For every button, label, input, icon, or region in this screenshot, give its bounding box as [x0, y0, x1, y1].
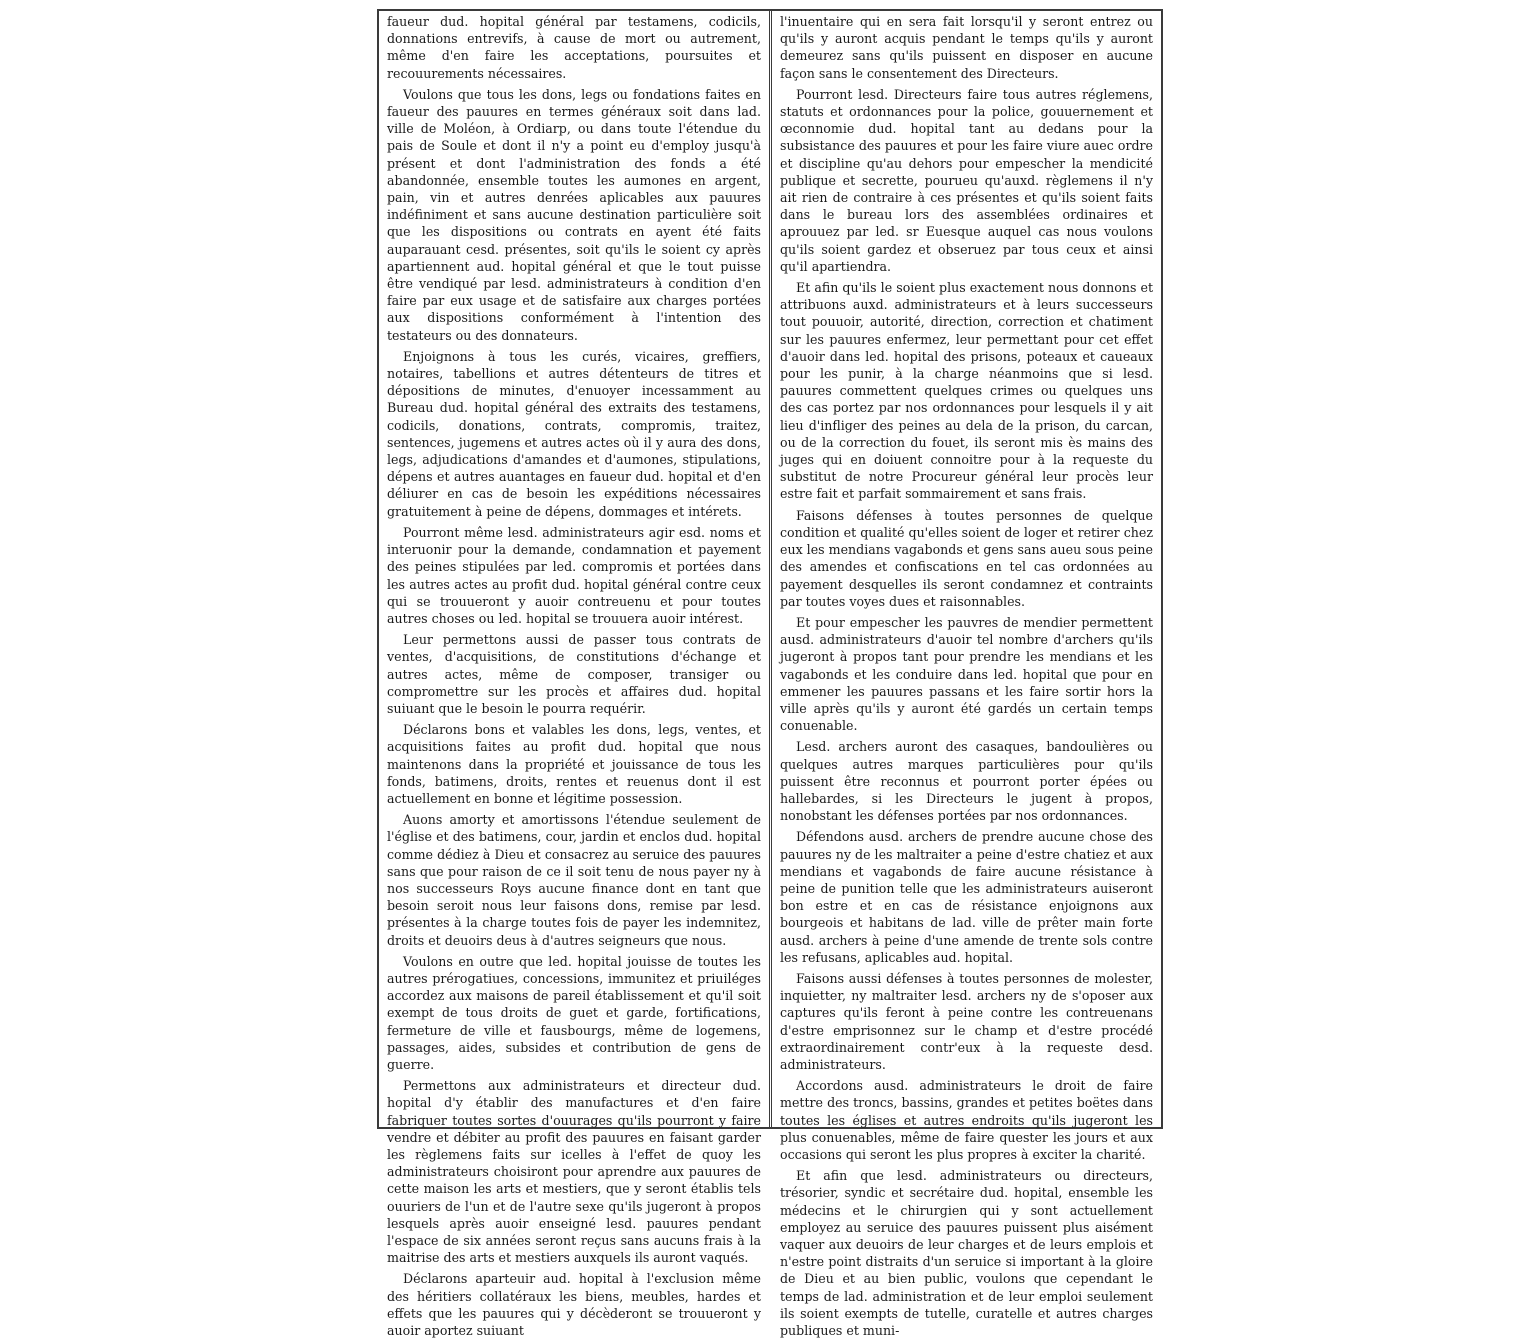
paragraph: Permettons aux administrateurs et directeur dud. hopital d'y établir des manufactures et d'en faire fabriquer toutes sortes d'ouurages qu'ils pourront y faire vendre et débiter au profit des pauures en faisant garder les règlemens faits sur icelles à l'effet de quoy les administrateurs choisiront pour aprendre aux pauures de cette maison les arts et mestiers, que y seront établis tels ouuriers de l'un et de l'autre sexe qu'ils jugeront à propos lesquels après auoir enseigné lesd. pauures pendant l'espace de six années seront reçus sans aucuns frais à la maitrise des arts et mestiers auxquels ils auront vaqués.	[387, 1078, 761, 1266]
paragraph: Et afin qu'ils le soient plus exactement nous donnons et attribuons auxd. administrateurs et à leurs successeurs tout pouuoir, autorité, direction, correction et chatiment sur les pauures enfermez, leur permettant pour cet effet d'auoir dans led. hopital des prisons, poteaux et caueaux pour les punir, à la charge néanmoins que si lesd. pauures commettent quelques crimes ou quelques uns des cas portez par nos ordonnances pour lesquels il y ait lieu d'infliger des peines au dela de la prison, du carcan, ou de la correction du fouet, ils seront mis ès mains des juges qui en doiuent connoitre pour à la requeste du substitut de notre Procureur général leur procès leur estre fait et parfait sommairement et sans frais.	[780, 280, 1153, 502]
paragraph: Défendons ausd. archers de prendre aucune chose des pauures ny de les maltraiter a peine d'estre chatiez et aux mendians et vagabonds de faire aucune résistance à peine de punition telle que les administrateurs auiseront bon estre et en cas de résistance enjoignons aux bourgeois et habitans de lad. ville de prêter main forte ausd. archers à peine d'une amende de trente sols contre les refusans, aplicables aud. hopital.	[780, 829, 1153, 965]
paragraph: Faisons défenses à toutes personnes de quelque condition et qualité qu'elles soient de loger et retirer chez eux les mendians vagabonds et gens sans aueu sous peine des amendes et confiscations en tel cas ordonnées au payement desquelles ils seront condamnez et contraints par toutes voyes dues et raisonnables.	[780, 507, 1153, 609]
paragraph: Accordons ausd. administrateurs le droit de faire mettre des troncs, bassins, grandes et petites boëtes dans toutes les églises et autres endroits qu'ils jugeront les plus conuenables, même de faire quester les jours et aux occasions qui seront les plus propres à exciter la charité.	[780, 1078, 1153, 1162]
document-page	[377, 9, 1163, 1339]
paragraph: Et afin que lesd. administrateurs ou directeurs, trésorier, syndic et secrétaire dud. hopital, ensemble les médecins et le chirurgien qui y sont actuellement employez au seruice des pauures puissent plus aisément vaquer aux deuoirs de leur charges et de leurs emplois et n'estre point distraits d'un seruice si important à la gloire de Dieu et au bien public, voulons que cependant le temps de lad. administration et de leur emploi seulement ils soient exempts de tutelle, curatelle et autres charges publiques et muni-	[780, 1168, 1153, 1339]
paragraph: Voulons en outre que led. hopital jouisse de toutes les autres prérogatiues, concessions, immunitez et priuiléges accordez aux maisons de pareil établissement et qu'il soit exempt de tous droits de guet et garde, fortifications, fermeture de ville et fausbourgs, même de logemens, passages, aides, subsides et contribution de gens de guerre.	[387, 953, 761, 1072]
paragraph: Pourront même lesd. administrateurs agir esd. noms et interuonir pour la demande, condamnation et payement des peines stipulées par led. compromis et portées dans les autres actes au profit dud. hopital général contre ceux qui se trouueront y auoir contreuenu et pour toutes autres choses ou led. hopital se trouuera auoir intérest.	[387, 524, 761, 626]
left-column	[379, 11, 770, 1339]
paragraph: faueur dud. hopital général par testamens, codicils, donnations entrevifs, à cause de mort ou autrement, même d'en faire les acceptations, poursuites et recouurements nécessaires.	[387, 14, 761, 81]
paragraph: l'inuentaire qui en sera fait lorsqu'il y seront entrez ou qu'ils y auront acquis pendant le temps qu'ils y auront demeurez sans qu'ils puissent en disposer en aucune façon sans le consentement des Directeurs.	[780, 14, 1153, 81]
paragraph: Enjoignons à tous les curés, vicaires, greffiers, notaires, tabellions et autres détenteurs de titres et dépositions de minutes, d'enuoyer incessamment au Bureau dud. hopital général des extraits des testamens, codicils, donations, contrats, compromis, traitez, sentences, jugemens et autres actes où il y aura des dons, legs, adjudications d'amandes et d'aumones, stipulations, dépens et autres auantages en faueur dud. hopital et d'en déliurer en cas de besoin les expéditions nécessaires gratuitement à peine de dépens, dommages et intérets.	[387, 348, 761, 519]
paragraph: Et pour empescher les pauvres de mendier permettent ausd. administrateurs d'auoir tel nombre d'archers qu'ils jugeront à propos tant pour prendre les mendians et les vagabonds et les conduire dans led. hopital que pour en emmener les pauures passans et les faire sortir hors la ville après qu'ils y auront été gardés un certain temps conuenable.	[780, 614, 1153, 734]
paragraph: Pourront lesd. Directeurs faire tous autres réglemens, statuts et ordonnances pour la police, gouuernement et œconnomie dud. hopital tant au dedans pour la subsistance des pauures et pour les faire viure auec ordre et discipline qu'au dehors pour empescher la mendicité publique et secrette, pourueu qu'auxd. règlemens il n'y ait rien de contraire à ces présentes et qu'ils soient faits dans le bureau lors des assemblées ordinaires et aprouuez par led. sr Euesque auquel cas nous voulons qu'ils soient gardez et obseruez par tous ceux et ainsi qu'il apartiendra.	[780, 86, 1153, 274]
right-column	[771, 11, 1161, 1339]
paragraph: Faisons aussi défenses à toutes personnes de molester, inquietter, ny maltraiter lesd. archers ny de s'oposer aux captures qu'ils feront à peine contre les contreuenans d'estre emprisonnez sur le champ et d'estre procédé extraordinairement contr'eux à la requeste desd. administrateurs.	[780, 970, 1153, 1072]
paragraph: Déclarons aparteuir aud. hopital à l'exclusion même des héritiers collatéraux les biens, meubles, hardes et effets que les pauures qui y décèderont se trouueront y auoir aportez suiuant	[387, 1271, 761, 1339]
paragraph: Leur permettons aussi de passer tous contrats de ventes, d'acquisitions, de constitutions d'échange et autres actes, même de composer, transiger ou compromettre sur les procès et affaires dud. hopital suiuant que le besoin le pourra requérir.	[387, 632, 761, 716]
paragraph: Voulons que tous les dons, legs ou fondations faites en faueur des pauures en termes généraux soit dans lad. ville de Moléon, à Ordiarp, ou dans toute l'étendue du pais de Soule et dont il n'y a point eu d'employ jusqu'à présent et dont l'administration des fonds a été abandonnée, ensemble toutes les aumones en argent, pain, vin et autres denrées aplicables aux pauures indéfiniment et sans aucune destination particulière soit que les dispositions ou contrats en ayent été faits auparauant cesd. présentes, soit qu'ils le soient cy après apartiennent aud. hopital général et que le tout puisse être vendiqué par lesd. administrateurs à condition d'en faire par eux usage et de satisfaire aux charges portées aux dispositions conformément à l'intention des testateurs ou des donnateurs.	[387, 86, 761, 343]
paragraph: Auons amorty et amortissons l'étendue seulement de l'église et des batimens, cour, jardin et enclos dud. hopital comme dédiez à Dieu et consacrez au seruice des pauures sans que pour raison de ce il soit tenu de nous payer ny à nos successeurs Roys aucune finance dont en tant que besoin seroit nous leur faisons dons, remise par lesd. présentes à la charge toutes fois de payer les indemnitez, droits et deuoirs deus à d'autres seigneurs que nous.	[387, 812, 761, 948]
paragraph: Lesd. archers auront des casaques, bandoulières ou quelques autres marques particulières pour qu'ils puissent être reconnus et pourront porter épées ou hallebardes, si les Directeurs le jugent à propos, nonobstant les défenses portées par nos ordonnances.	[780, 739, 1153, 824]
paragraph: Déclarons bons et valables les dons, legs, ventes, et acquisitions faites au profit dud. hopital que nous maintenons dans la propriété et jouissance de tous les fonds, batimens, droits, rentes et reuenus dont il est actuellement en bonne et légitime possession.	[387, 722, 761, 806]
